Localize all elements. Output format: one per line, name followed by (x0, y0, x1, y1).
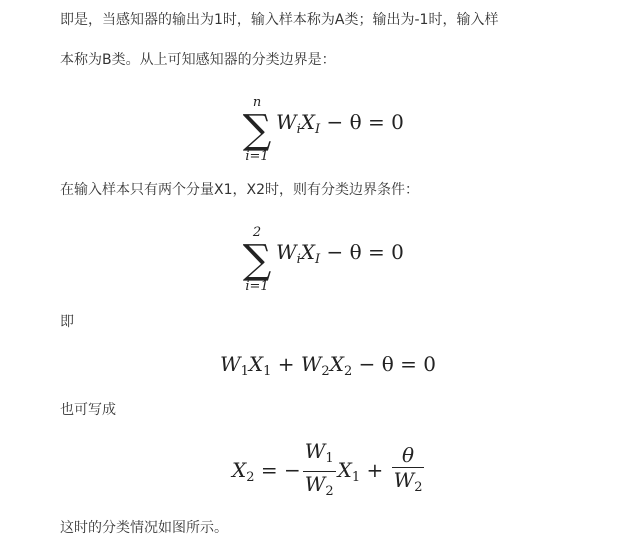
input-1-subscript: 1 (351, 470, 361, 485)
plus-sign: + (271, 352, 301, 376)
weight-2-subscript: 2 (321, 364, 330, 379)
input-1-subscript: 1 (263, 364, 272, 379)
sigma-symbol: ∑ (242, 107, 272, 153)
input-1-symbol: X (248, 352, 264, 376)
formula-3-tail: − θ = 0 (352, 352, 436, 376)
lhs-symbol: X (232, 458, 247, 482)
sum-lower-limit: i=1 (245, 149, 269, 164)
paragraph-4: 也可写成 (60, 402, 116, 418)
fraction-1-numerator: W (304, 439, 326, 463)
sum-operator (237, 226, 277, 294)
fraction-2-numerator: θ (402, 443, 415, 467)
input-1-symbol: X (337, 458, 352, 482)
input-symbol: X (300, 110, 315, 134)
weight-symbol: W (276, 110, 297, 134)
sum-operator (237, 96, 277, 164)
paragraph-2: 在输入样本只有两个分量X1，X2时，则有分类边界条件： (60, 182, 419, 198)
paragraph-5: 这时的分类情况如图所示。 (60, 520, 228, 536)
formula-2-tail: − θ = 0 (320, 240, 404, 264)
weight-subscript: i (296, 122, 301, 137)
formula-4 (232, 440, 426, 503)
sum-lower-limit: i=1 (245, 279, 269, 294)
fraction-1-denominator-subscript: 2 (325, 484, 334, 499)
paragraph-3: 即 (60, 314, 74, 330)
input-subscript: I (314, 252, 321, 267)
fraction-theta-over-w2 (392, 444, 425, 499)
sum-upper-limit: n (252, 95, 262, 110)
fraction-1-numerator-subscript: 1 (325, 451, 334, 466)
formula-1-tail: − θ = 0 (320, 110, 404, 134)
weight-1-subscript: 1 (240, 364, 249, 379)
sum-upper-limit: 2 (252, 225, 262, 240)
plus-sign: + (360, 458, 390, 482)
formula-3 (220, 352, 436, 379)
paragraph-1-line-1: 即是，当感知器的输出为1时，输入样本称为A类；输出为-1时，输入样 (60, 12, 499, 28)
lhs-subscript: 2 (246, 470, 255, 485)
paragraph-1-line-2: 本称为B类。从上可知感知器的分类边界是： (60, 52, 336, 68)
weight-1-symbol: W (220, 352, 241, 376)
input-subscript: I (314, 122, 321, 137)
equals-minus: = − (254, 458, 301, 482)
fraction-2-denominator: W (393, 468, 415, 492)
input-2-symbol: X (329, 352, 344, 376)
weight-symbol: W (276, 240, 297, 264)
fraction-w1-over-w2 (303, 440, 336, 503)
fraction-1-denominator: W (304, 472, 326, 496)
weight-subscript: i (296, 252, 301, 267)
fraction-2-denominator-subscript: 2 (414, 480, 423, 495)
sigma-symbol: ∑ (242, 237, 272, 283)
input-symbol: X (300, 240, 315, 264)
weight-2-symbol: W (300, 352, 322, 376)
formula-2-body (276, 240, 404, 267)
input-2-subscript: 2 (343, 364, 353, 379)
formula-1-body (276, 110, 404, 137)
